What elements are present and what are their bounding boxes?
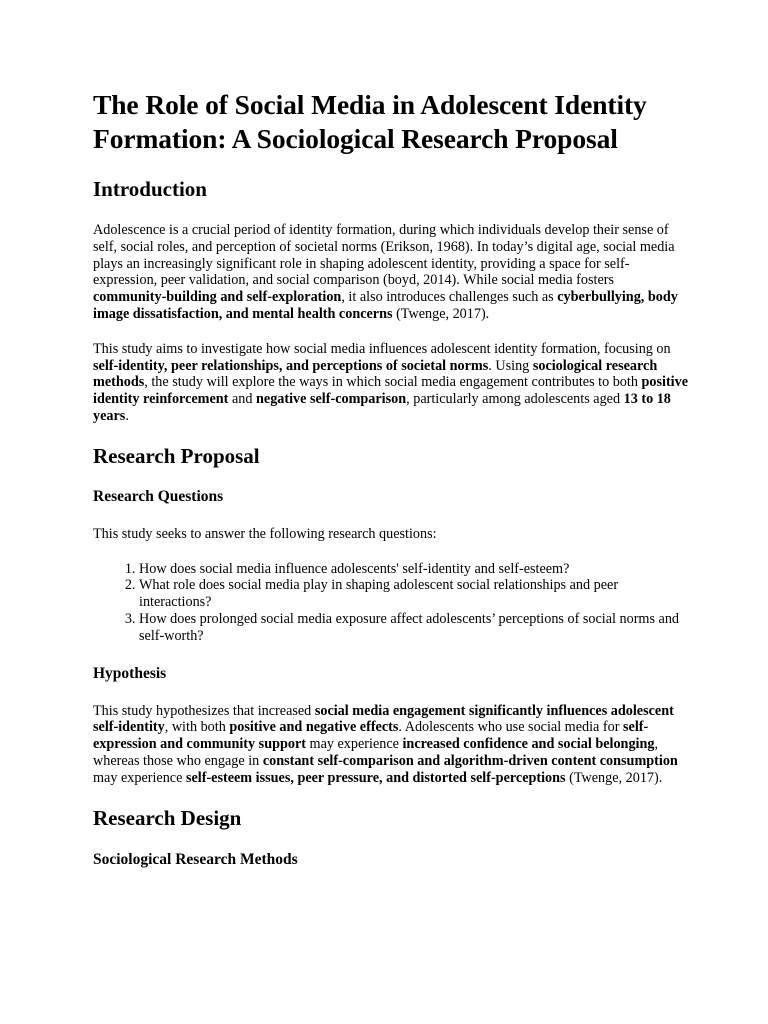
text-run: This study hypothesizes that increased [93, 702, 315, 719]
text-run: may experience [305, 736, 403, 753]
bold-text-run: social media engagement significantly influences adolescent self-identity [93, 702, 674, 736]
bold-text-run: self-esteem issues, peer pressure, and distorted self-perceptions [185, 769, 566, 786]
text-run: and [228, 391, 256, 408]
bold-text-run: sociological research methods [93, 357, 658, 391]
list-item: 2. What role does social media play in shaping adolescent social relationships and peer interactions? [139, 577, 688, 611]
text-run: (Twenge, 2017). [392, 305, 490, 322]
bold-text-run: positive identity reinforcement [93, 374, 689, 408]
bold-text-run: cyberbullying, body image dissatisfaction, and mental health concerns [93, 289, 678, 322]
research-questions-heading: Research Questions [93, 487, 224, 505]
research-design-heading: Research Design [93, 805, 242, 830]
hypothesis-paragraph [93, 703, 688, 787]
bold-text-run: self-expression and community support [93, 719, 649, 753]
introduction-heading: Introduction [93, 177, 207, 201]
text-run: , whereas those who engage in [93, 736, 659, 769]
bold-text-run: 13 to 18 years [93, 391, 671, 424]
text-run: . Adolescents who use social media for [398, 719, 623, 736]
list-item: 1. How does social media influence adolescents' self-identity and self-esteem? [139, 561, 688, 578]
bold-text-run: constant self-comparison and algorithm-driven content consumption [262, 752, 678, 769]
sociological-research-methods-heading: Sociological Research Methods [93, 850, 298, 868]
text-run: , it also introduces challenges such as [341, 289, 558, 306]
bold-text-run: increased confidence and social belonging [402, 736, 655, 753]
text-run: , with both [164, 719, 230, 736]
document-title: The Role of Social Media in Adolescent Identity Formation: A Sociological Research Proposal [93, 89, 647, 154]
hypothesis-heading: Hypothesis [93, 664, 167, 682]
text-run: . Using [488, 357, 533, 374]
bold-text-run: self-identity, peer relationships, and perceptions of societal norms [93, 357, 489, 374]
bold-text-run: negative self-comparison [256, 391, 407, 408]
text-run: This study aims to investigate how social media influences adolescent identity formation, focusing on [93, 340, 671, 357]
text-run: (Twenge, 2017). [565, 769, 663, 786]
text-run: , the study will explore the ways in which social media engagement contributes to both [144, 374, 642, 391]
text-run: Adolescence is a crucial period of identity formation, during which individuals develop their sense of self, social roles, and perception of societal norms (Erikson, 1968). In today’s digital age, social media plays an increasingly significant role in shaping adolescent identity, providing a space for self-expression, peer validation, and social comparison (boyd, 2014). While social media fosters [93, 222, 675, 289]
list-item: 3. How does prolonged social media exposure affect adolescents’ perceptions of social norms and self-worth? [139, 611, 688, 645]
introduction-paragraph-1 [93, 222, 688, 323]
research-proposal-heading: Research Proposal [93, 443, 260, 468]
bold-text-run: community-building and self-exploration [93, 289, 342, 306]
text-run: may experience [93, 769, 186, 786]
research-questions-intro: This study seeks to answer the following research questions: [93, 525, 437, 542]
text-run: , particularly among adolescents aged [406, 391, 624, 408]
text-run: . [125, 407, 129, 424]
introduction-paragraph-2 [93, 341, 688, 425]
research-questions-list [93, 561, 688, 645]
bold-text-run: positive and negative effects [229, 719, 399, 736]
